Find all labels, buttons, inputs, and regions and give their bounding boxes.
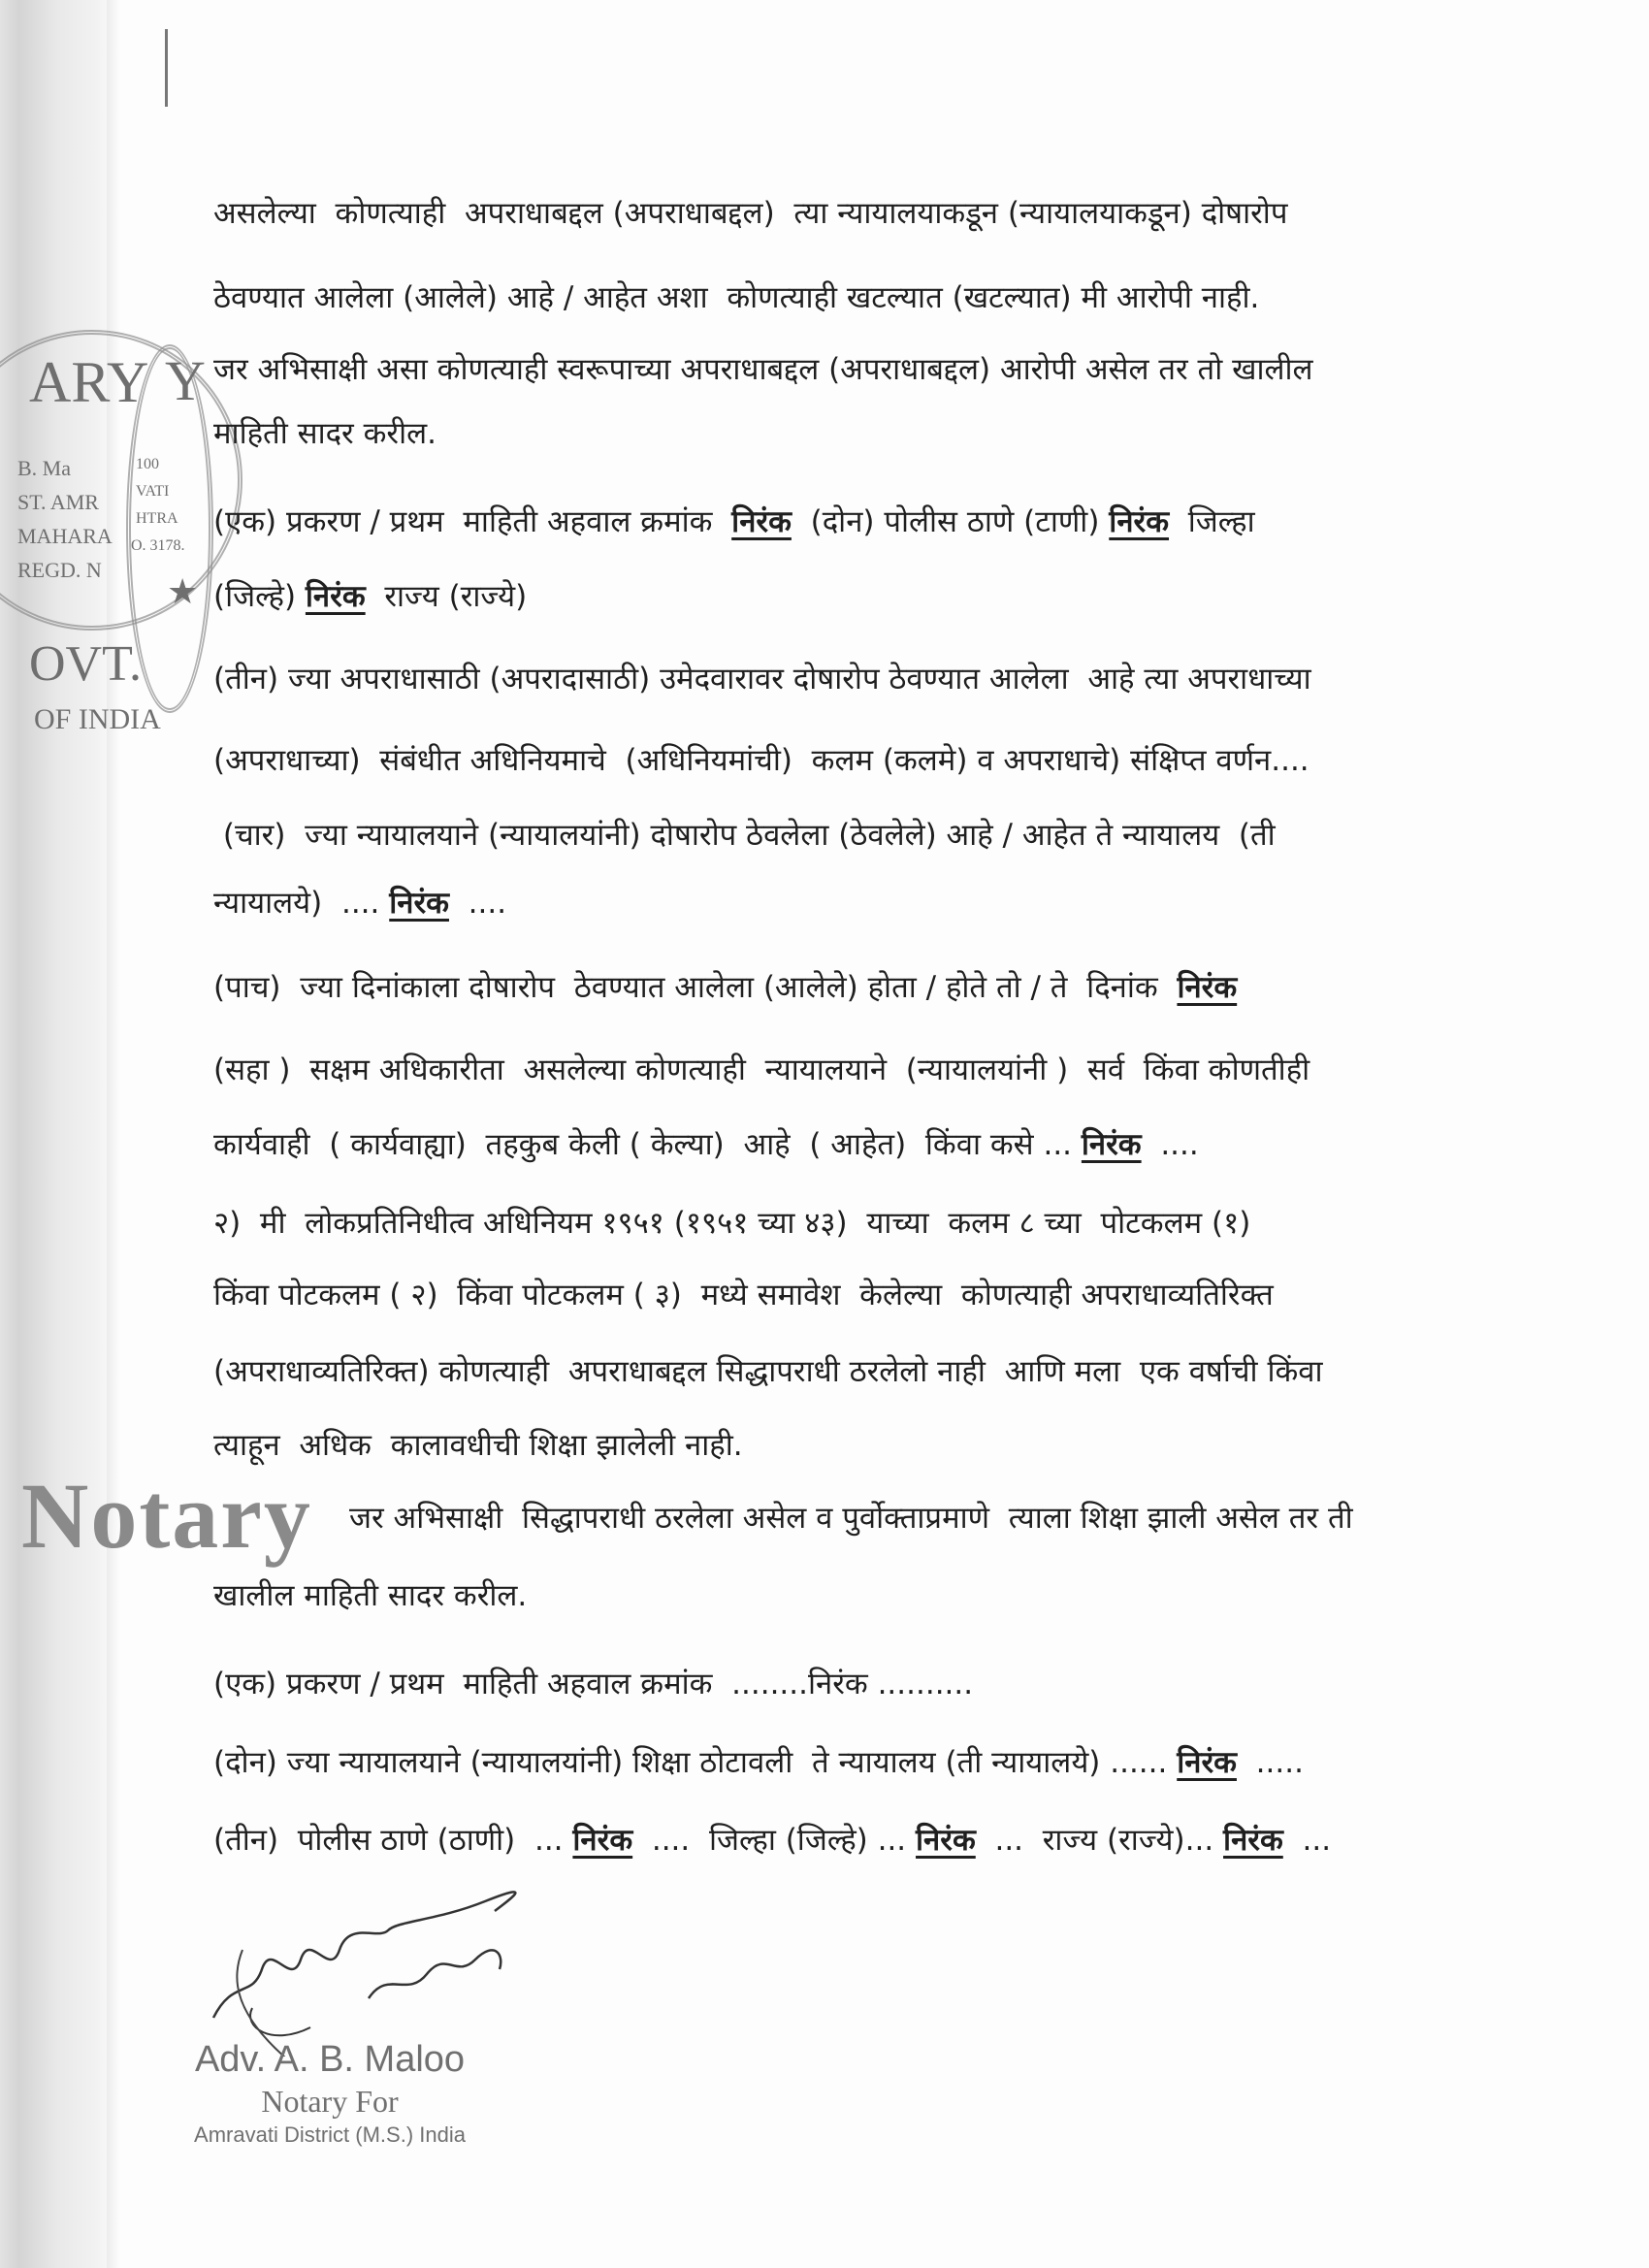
stamp-text: REGD. N xyxy=(17,558,102,582)
stamp-text: OVT. xyxy=(29,636,143,692)
line-text: ... xyxy=(1282,1823,1332,1858)
line-text: असलेल्या कोणत्याही अपराधाबद्दल (अपराधाबद्दल) त्या न्यायालयाकडून (न्यायालयाकडून) दोषारोप xyxy=(213,196,1288,231)
stamp-text: ARY xyxy=(29,350,149,414)
document-line xyxy=(213,660,1311,698)
line-text: ठेवण्यात आलेला (आलेले) आहे / आहेत अशा कोणत्याही खटल्यात (खटल्यात) मी आरोपी नाही. xyxy=(213,280,1260,315)
line-text: खालील माहिती सादर करील. xyxy=(213,1578,528,1613)
document-line xyxy=(213,1051,1310,1089)
line-text: माहिती सादर करील. xyxy=(213,416,436,451)
filled-value: निरंक xyxy=(916,1823,976,1858)
document-line xyxy=(213,741,1310,780)
line-text: किंवा पोटकलम ( २) किंवा पोटकलम ( ३) मध्ये समावेश केलेल्या कोणत्याही अपराधाव्यतिरिक्त xyxy=(213,1278,1274,1312)
filled-value: निरंक xyxy=(731,504,792,539)
notary-stamp-text: Notary xyxy=(21,1464,312,1568)
line-text: राज्य (राज्ये) xyxy=(365,579,528,614)
line-text: (जिल्हे) xyxy=(213,579,306,614)
line-text: (सहा ) सक्षम अधिकारीता असलेल्या कोणत्याही न्यायालयाने (न्यायालयांनी ) सर्व किंवा कोणतीही xyxy=(213,1053,1310,1087)
stamp-text: O. 3178. xyxy=(131,537,185,554)
document-line xyxy=(213,350,1313,389)
line-text: (एक) प्रकरण / प्रथम माहिती अहवाल क्रमांक ........निरंक .......... xyxy=(213,1667,974,1701)
document-line xyxy=(213,1276,1274,1314)
line-text: (अपराधाच्या) संबंधीत अधिनियमाचे (अधिनियमांची) कलम (कलमे) व अपराधाचे) संक्षिप्त वर्णन.... xyxy=(213,743,1310,778)
line-text: .... जिल्हा (जिल्हे) ... xyxy=(632,1823,917,1858)
line-text: (दोन) पोलीस ठाणे (टाणी) xyxy=(791,504,1110,539)
document-line xyxy=(213,1576,527,1615)
line-text: (चार) ज्या न्यायालयाने (न्यायालयांनी) दोषारोप ठेवलेला (ठेवलेले) आहे / आहेत ते न्यायालय (ती xyxy=(213,818,1276,853)
line-text: न्यायालये) .... xyxy=(213,886,390,921)
star-icon: ★ xyxy=(167,572,199,611)
line-text: (दोन) ज्या न्यायालयाने (न्यायालयांनी) शिक्षा ठोटावली ते न्यायालय (ती न्यायालये) ...... xyxy=(213,1745,1178,1780)
filled-value: निरंक xyxy=(1177,1745,1237,1780)
filled-value: निरंक xyxy=(389,886,449,921)
line-text: जिल्हा xyxy=(1169,504,1255,539)
stamp-text: 100 xyxy=(136,456,159,472)
notary-seal xyxy=(146,2037,514,2150)
document-line xyxy=(349,1499,1353,1538)
line-text: (पाच) ज्या दिनांकाला दोषारोप ठेवण्यात आलेला (आलेले) होता / होते तो / ते दिनांक xyxy=(213,970,1178,1005)
line-text: (तीन) ज्या अपराधासाठी (अपरादासाठी) उमेदवारावर दोषारोप ठेवण्यात आलेला आहे त्या अपराधाच्या xyxy=(213,662,1311,697)
document-line xyxy=(213,278,1259,317)
line-text: ... राज्य (राज्ये)... xyxy=(975,1823,1224,1858)
filled-value: निरंक xyxy=(572,1823,633,1858)
line-text: .... xyxy=(448,886,507,921)
filled-value: निरंक xyxy=(1223,1823,1283,1858)
stamp-text: OF INDIA xyxy=(34,703,161,735)
stamp-text: ST. AMR xyxy=(17,490,99,514)
line-text: त्याहून अधिक कालावधीची शिक्षा झालेली नाही. xyxy=(213,1428,743,1463)
document-line xyxy=(213,1665,973,1703)
document-line xyxy=(213,816,1276,855)
filled-value: निरंक xyxy=(305,579,366,614)
stamp-text: MAHARA xyxy=(17,524,113,548)
document-line xyxy=(213,884,506,923)
line-text: ..... xyxy=(1236,1745,1304,1780)
line-text: .... xyxy=(1141,1127,1199,1162)
stamp-text: VATI xyxy=(136,483,170,500)
filled-value: निरंक xyxy=(1177,970,1238,1005)
document-line xyxy=(213,1426,743,1465)
line-text: २) मी लोकप्रतिनिधीत्व अधिनियम १९५१ (१९५१ च्या ४३) याच्या कलम ८ च्या पोटकलम (१) xyxy=(213,1206,1251,1241)
stamp-text: HTRA xyxy=(136,510,178,527)
document-line xyxy=(213,194,1287,233)
line-text: जर अभिसाक्षी सिद्धापराधी ठरलेला असेल व पुर्वोक्ताप्रमाणे त्याला शिक्षा झाली असेल तर ती xyxy=(349,1501,1353,1536)
document-line xyxy=(213,502,1255,541)
seal-district: Amravati District (M.S.) India xyxy=(194,2122,466,2147)
document-line xyxy=(213,414,436,453)
signature xyxy=(194,1882,543,2057)
document-line xyxy=(213,968,1237,1007)
seal-title: Notary For xyxy=(261,2084,399,2119)
document-line xyxy=(213,1125,1199,1164)
line-text: कार्यवाही ( कार्यवाह्या) तहकुब केली ( केल्या) आहे ( आहेत) किंवा कसे ... xyxy=(213,1127,1082,1162)
line-text: (तीन) पोलीस ठाणे (ठाणी) ... xyxy=(213,1823,573,1858)
document-line xyxy=(213,1743,1304,1782)
document-line xyxy=(213,1821,1331,1860)
filled-value: निरंक xyxy=(1081,1127,1142,1162)
stamp-text: Y xyxy=(165,349,206,412)
filled-value: निरंक xyxy=(1109,504,1170,539)
document-line xyxy=(213,577,527,616)
seal-name: Adv. A. B. Maloo xyxy=(194,2039,466,2080)
staple-mark xyxy=(165,29,168,107)
document-line xyxy=(213,1204,1250,1243)
line-text: जर अभिसाक्षी असा कोणत्याही स्वरूपाच्या अपराधाबद्दल (अपराधाबद्दल) आरोपी असेल तर तो खालील xyxy=(213,352,1313,387)
line-text: (अपराधाव्यतिरिक्त) कोणत्याही अपराधाबद्दल सिद्धापराधी ठरलेलो नाही आणि मला एक वर्षाची किंवा xyxy=(213,1354,1323,1389)
line-text: (एक) प्रकरण / प्रथम माहिती अहवाल क्रमांक xyxy=(213,504,732,539)
stamp-text: B. Ma xyxy=(17,456,71,480)
document-line xyxy=(213,1352,1323,1391)
